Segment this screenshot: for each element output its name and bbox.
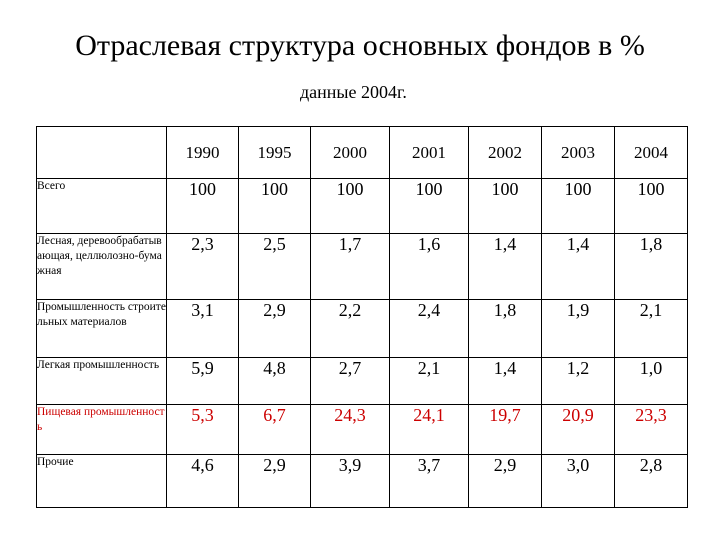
table-cell: 100 [311,179,390,234]
table-cell: 4,6 [167,455,239,508]
table-cell: 5,3 [167,405,239,455]
table-row-forestry [37,234,688,300]
row-label: Прочие [37,455,167,508]
table-cell: 24,3 [311,405,390,455]
row-label: Всего [37,179,167,234]
header-row [37,127,688,179]
table-cell: 1,9 [542,300,615,358]
table-row-other [37,455,688,508]
table-cell: 2,9 [239,455,311,508]
table-cell: 1,4 [469,234,542,300]
table-cell: 2,4 [390,300,469,358]
table-cell: 6,7 [239,405,311,455]
table-cell: 1,7 [311,234,390,300]
slide-title: Отраслевая структура основных фондов в % [75,29,645,62]
table-cell: 23,3 [615,405,688,455]
year-header: 2003 [542,127,615,179]
table-cell: 100 [469,179,542,234]
table-cell: 24,1 [390,405,469,455]
table-cell: 3,7 [390,455,469,508]
row-label: Промышленность строительных материалов [37,300,167,358]
year-header: 1995 [239,127,311,179]
table-row-light-industry [37,358,688,405]
table-cell: 4,8 [239,358,311,405]
table-cell: 3,9 [311,455,390,508]
year-header: 2002 [469,127,542,179]
table-cell: 2,3 [167,234,239,300]
fund-structure-table [36,126,688,508]
table-cell: 100 [390,179,469,234]
table-cell: 2,2 [311,300,390,358]
table-cell: 2,7 [311,358,390,405]
slide-subtitle: данные 2004г. [300,82,407,102]
table-cell: 2,1 [390,358,469,405]
table-cell: 100 [239,179,311,234]
table-cell: 2,1 [615,300,688,358]
table-cell: 1,8 [615,234,688,300]
table-cell: 1,4 [469,358,542,405]
table-cell: 3,1 [167,300,239,358]
table-cell: 19,7 [469,405,542,455]
row-label: Легкая промышленность [37,358,167,405]
table-cell: 100 [167,179,239,234]
corner-cell [37,127,167,179]
table-cell: 2,9 [469,455,542,508]
table-cell: 100 [615,179,688,234]
year-header: 1990 [167,127,239,179]
table-cell: 100 [542,179,615,234]
table-cell: 1,0 [615,358,688,405]
table-cell: 3,0 [542,455,615,508]
table-cell: 1,8 [469,300,542,358]
table-cell: 1,6 [390,234,469,300]
year-header: 2004 [615,127,688,179]
table-row-total [37,179,688,234]
table-cell: 2,9 [239,300,311,358]
table-cell: 2,5 [239,234,311,300]
row-label: Пищевая промышленность [37,405,167,455]
row-label: Лесная, деревообрабатывающая, целлюлозно-бумажная [37,234,167,300]
table-cell: 1,4 [542,234,615,300]
table-row-food-industry [37,405,688,455]
year-header: 2001 [390,127,469,179]
table-cell: 5,9 [167,358,239,405]
table-cell: 20,9 [542,405,615,455]
table-cell: 2,8 [615,455,688,508]
year-header: 2000 [311,127,390,179]
table-row-building-materials [37,300,688,358]
table-cell: 1,2 [542,358,615,405]
